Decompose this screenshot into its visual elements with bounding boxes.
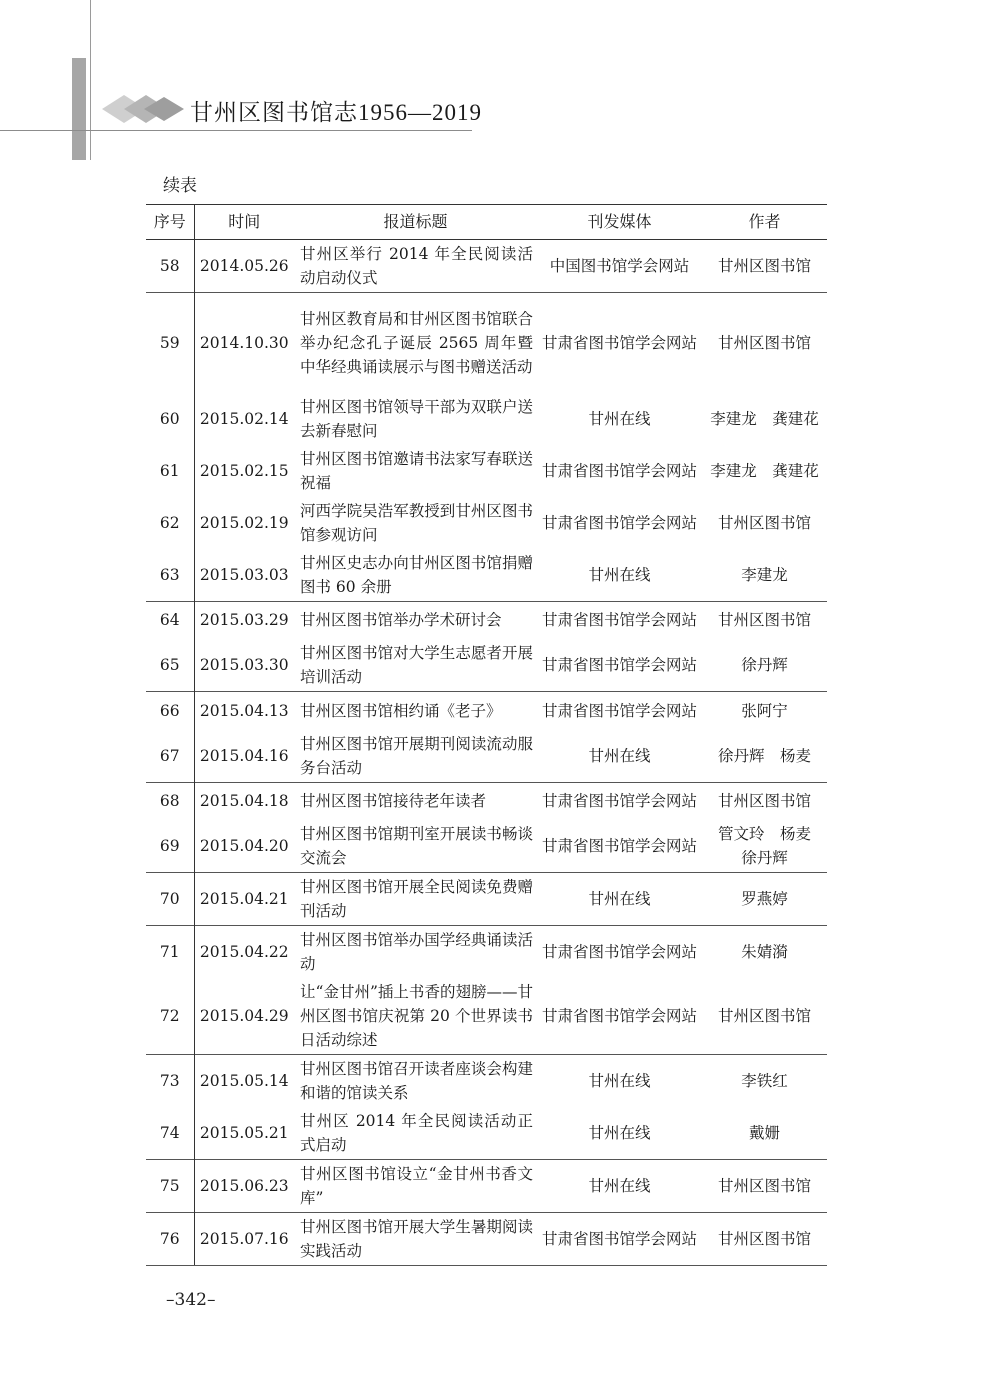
row-title: 甘州区图书馆设立“金甘州书香文库” (294, 1160, 537, 1213)
column-header-media: 刊发媒体 (537, 205, 702, 240)
row-media: 甘州在线 (588, 746, 651, 765)
table-row (146, 293, 827, 393)
row-title: 甘州区图书馆对大学生志愿者开展培训活动 (300, 644, 533, 686)
row-title: 甘州区图书馆邀请书法家写春联送祝福 (300, 449, 533, 492)
row-date: 2015.03.30 (199, 656, 289, 674)
row-title: 甘州区 2014 年全民阅读活动正式启动 (300, 1112, 533, 1154)
row-date: 2015.04.18 (194, 782, 294, 820)
table-row (146, 1107, 827, 1160)
table-row (146, 1213, 827, 1266)
row-author: 甘州区图书馆 (702, 293, 827, 393)
row-title: 甘州区教育局和甘州区图书馆联合举办纪念孔子诞辰 2565 周年暨中华经典诵读展示与图书赠送活动 (294, 293, 537, 393)
row-date: 2015.02.15 (199, 461, 289, 480)
row-date: 2015.06.23 (194, 1160, 294, 1213)
row-title: 让“金甘州”插上书香的翅膀——甘州区图书馆庆祝第 20 个世界读书日活动综述 (300, 983, 533, 1049)
row-title: 甘州区图书馆期刊室开展读书畅谈交流会 (300, 825, 533, 867)
table-row (146, 1055, 827, 1108)
row-media: 甘州在线 (588, 409, 651, 428)
column-header-date: 时间 (194, 205, 294, 240)
table-row (146, 393, 827, 445)
row-number: 64 (146, 601, 194, 639)
page-number: –342– (166, 1290, 216, 1310)
row-author: 徐丹辉 (741, 656, 788, 674)
column-header-title: 报道标题 (294, 205, 537, 240)
row-title: 甘州区图书馆开展大学生暑期阅读实践活动 (294, 1213, 537, 1266)
row-date: 2015.03.29 (194, 601, 294, 639)
row-number: 66 (146, 692, 194, 730)
row-author: 罗燕婷 (702, 873, 827, 926)
row-number: 58 (146, 240, 194, 293)
row-author: 甘州区图书馆 (702, 1213, 827, 1266)
row-media: 甘肃省图书馆学会网站 (537, 692, 702, 730)
row-author: 戴姗 (748, 1124, 780, 1142)
row-media: 甘州在线 (537, 1160, 702, 1213)
row-author: 管文玲 杨麦 徐丹辉 (717, 825, 811, 867)
row-author: 徐丹辉 杨麦 (717, 746, 811, 765)
table-row (146, 497, 827, 549)
row-number: 60 (146, 393, 194, 445)
row-media: 甘州在线 (588, 1124, 651, 1142)
row-author: 甘州区图书馆 (702, 1160, 827, 1213)
book-title: 甘州区图书馆志1956—2019 (190, 100, 482, 125)
table-row (146, 730, 827, 783)
row-date: 2015.04.16 (199, 746, 289, 765)
row-number: 71 (146, 926, 194, 979)
row-author: 李建龙 龚建花 (710, 461, 819, 480)
row-number: 76 (146, 1213, 194, 1266)
row-author: 张阿宁 (702, 692, 827, 730)
row-media: 甘肃省图书馆学会网站 (537, 782, 702, 820)
row-author: 甘州区图书馆 (702, 601, 827, 639)
row-media: 中国图书馆学会网站 (549, 257, 690, 275)
row-title: 甘州区图书馆开展全民阅读免费赠刊活动 (294, 873, 537, 926)
row-media: 甘肃省图书馆学会网站 (541, 837, 697, 855)
row-number: 72 (146, 978, 194, 1055)
row-title: 甘州区图书馆接待老年读者 (294, 782, 537, 820)
row-media: 甘肃省图书馆学会网站 (537, 926, 702, 979)
row-title: 甘州区图书馆召开读者座谈会构建和谐的馆读关系 (294, 1055, 537, 1108)
table-row (146, 639, 827, 692)
report-table (146, 204, 827, 1266)
row-media: 甘肃省图书馆学会网站 (541, 461, 697, 480)
row-date: 2014.10.30 (194, 293, 294, 393)
margin-rule-vertical (90, 0, 91, 160)
row-media: 甘肃省图书馆学会网站 (541, 1007, 697, 1025)
row-media: 甘州在线 (537, 873, 702, 926)
row-author: 甘州区图书馆 (717, 1007, 811, 1025)
table-row (146, 240, 827, 293)
row-author: 李建龙 (741, 565, 788, 584)
row-number: 74 (146, 1107, 194, 1160)
table-row (146, 978, 827, 1055)
row-title: 甘州区图书馆相约诵《老子》 (294, 692, 537, 730)
row-number: 65 (146, 639, 194, 692)
row-date: 2015.04.29 (199, 1007, 289, 1025)
row-title: 甘州区图书馆举办学术研讨会 (294, 601, 537, 639)
table-row (146, 692, 827, 730)
row-media: 甘州在线 (588, 565, 651, 584)
header-rule (0, 130, 472, 131)
row-media: 甘肃省图书馆学会网站 (537, 601, 702, 639)
row-date: 2015.04.13 (194, 692, 294, 730)
row-media: 甘肃省图书馆学会网站 (537, 1213, 702, 1266)
continuation-label: 续表 (163, 176, 197, 196)
row-date: 2015.02.14 (199, 409, 289, 428)
table-row (146, 445, 827, 497)
table-row (146, 820, 827, 873)
row-number: 75 (146, 1160, 194, 1213)
row-date: 2014.05.26 (199, 257, 289, 275)
row-media: 甘州在线 (537, 1055, 702, 1108)
row-date: 2015.04.22 (194, 926, 294, 979)
table-row (146, 549, 827, 602)
row-number: 68 (146, 782, 194, 820)
row-date: 2015.05.21 (199, 1124, 289, 1142)
row-author: 李铁红 (702, 1055, 827, 1108)
row-date: 2015.05.14 (194, 1055, 294, 1108)
margin-bar (72, 58, 86, 160)
column-header-number: 序号 (146, 205, 194, 240)
column-header-author: 作者 (702, 205, 827, 240)
row-number: 69 (146, 820, 194, 873)
row-media: 甘肃省图书馆学会网站 (541, 656, 697, 674)
table-header-row (146, 205, 827, 240)
row-title: 甘州区图书馆举办国学经典诵读活动 (294, 926, 537, 979)
row-title: 甘州区图书馆领导干部为双联户送去新春慰问 (300, 397, 533, 440)
row-author: 甘州区图书馆 (717, 257, 811, 275)
table-row (146, 782, 827, 820)
table-row (146, 601, 827, 639)
row-number: 73 (146, 1055, 194, 1108)
row-author: 李建龙 龚建花 (710, 409, 819, 428)
row-number: 59 (146, 293, 194, 393)
row-title: 河西学院吴浩军教授到甘州区图书馆参观访问 (300, 501, 533, 544)
row-number: 70 (146, 873, 194, 926)
row-number: 61 (146, 445, 194, 497)
row-author: 甘州区图书馆 (717, 513, 811, 532)
row-title: 甘州区举行 2014 年全民阅读活动启动仪式 (300, 245, 533, 287)
row-title: 甘州区图书馆开展期刊阅读流动服务台活动 (300, 734, 533, 777)
header-diamond-ornament (100, 92, 190, 126)
table-row (146, 926, 827, 979)
row-media: 甘肃省图书馆学会网站 (541, 513, 697, 532)
row-number: 62 (146, 497, 194, 549)
row-media: 甘肃省图书馆学会网站 (537, 293, 702, 393)
row-author: 甘州区图书馆 (702, 782, 827, 820)
row-date: 2015.04.20 (199, 837, 289, 855)
row-date: 2015.03.03 (199, 565, 289, 584)
row-date: 2015.02.19 (199, 513, 289, 532)
row-number: 63 (146, 549, 194, 602)
table-row (146, 1160, 827, 1213)
row-number: 67 (146, 730, 194, 783)
row-date: 2015.07.16 (194, 1213, 294, 1266)
table-row (146, 873, 827, 926)
row-date: 2015.04.21 (194, 873, 294, 926)
row-title: 甘州区史志办向甘州区图书馆捐赠图书 60 余册 (300, 553, 533, 596)
row-author: 朱婧漪 (702, 926, 827, 979)
